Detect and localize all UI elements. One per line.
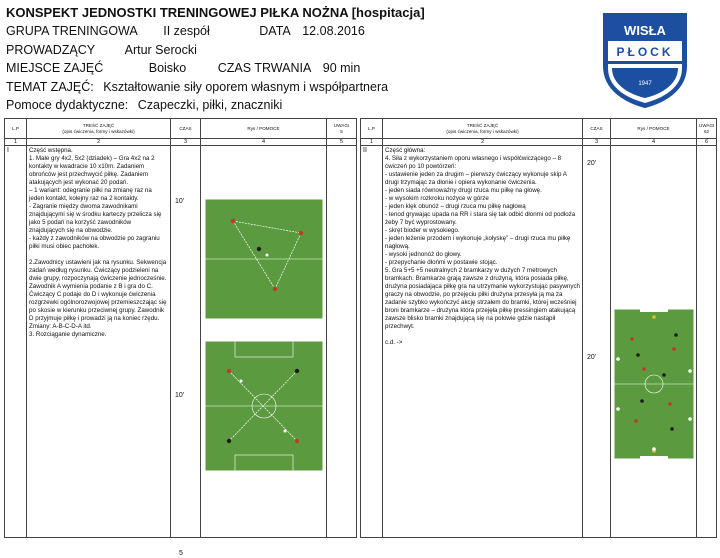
coach-row bbox=[6, 41, 596, 59]
col-time: CZAS bbox=[583, 119, 611, 139]
place-label: MIEJSCE ZAJĘĆ bbox=[6, 61, 104, 76]
notes-cell bbox=[697, 146, 717, 538]
group-label: GRUPA TRENINGOWA bbox=[6, 24, 138, 39]
num-5: 6 bbox=[697, 139, 717, 146]
drawings-cell bbox=[611, 146, 697, 538]
col-aids: Rys / POMOCE bbox=[611, 119, 697, 139]
coach-value: Artur Serocki bbox=[124, 42, 197, 57]
coach-label: PROWADZĄCY bbox=[6, 42, 96, 57]
col-notes: UWAGI 5 bbox=[327, 119, 357, 139]
svg-text:PŁOCK: PŁOCK bbox=[616, 45, 674, 59]
col-lp: L.P bbox=[361, 119, 383, 139]
place-value: Boisko bbox=[148, 61, 187, 76]
duration-label: CZAS TRWANIA bbox=[217, 61, 312, 76]
time-1: 20' bbox=[587, 160, 597, 167]
num-1: 1 bbox=[5, 139, 27, 146]
row-number: II bbox=[361, 146, 383, 538]
num-4: 4 bbox=[201, 139, 327, 146]
col-notes: UWAGI 62 bbox=[697, 119, 717, 139]
topic-value: Kształtowanie siły oporem własnym i współpartnera bbox=[103, 79, 389, 94]
document-title: KONSPEKT JEDNOSTKI TRENINGOWEJ PIŁKA NOŻNA [hospitacja] bbox=[6, 5, 425, 20]
header bbox=[6, 4, 596, 114]
aids-label: Pomoce dydaktyczne: bbox=[6, 98, 129, 113]
drill-diagram-2 bbox=[205, 341, 323, 471]
drawings-cell bbox=[201, 146, 327, 538]
header-row bbox=[5, 119, 357, 139]
date-value: 12.08.2016 bbox=[302, 24, 365, 39]
col-aids: Rys / POMOCE bbox=[201, 119, 327, 139]
num-3: 3 bbox=[171, 139, 201, 146]
exercise-description: Część główna: 4. Siła z wykorzystaniem oporu własnego i współćwiczącego – 8 ćwiczeń po 10 powtórzeń: - ustawienie jeden za drugim – pierwszy ćwiczący wykonuje skip A drugi trzymając za dłonie i opiera wykonanie ćwiczenia. - jeden siada równoważny drugi rzuca mu piłkę na głowę. - w wysokim rozkroku nożyce w górze - jeden klęk obunóż – drugi rzuca mu piłkę nagłową - tenod grywając upada na RR i stara się tak odbić dłonmi od podłoża żeby 7 być wyprostowany. - skręt bioder w wysokiego. - jeden leżenie przodem i wykonuje „kołyskę” – drugi rzuca mu piłkę nagłową. - wysoki jednonóż do głowy. - przepychanie dłońmi w postawie stojąc. 5. Gra 5+5 +5 neutralnych 2 bramkarzy w dużych 7 metrowych bramkach. Bramkarze grają zawsze z drużyną, która posiada piłkę, drużyna posiadająca piłkę gra na utrzymanie wykorzystując pasywnych graczy na obwodzie, po przejęciu piłki drużyna przesyła ją ma za zadanie szybko wykończyć akcję strzałem do bramki, której wcześniej broni bramkarze – drużyna która przejęła piłkę pressingiem atakującą zawsze blisko bramki znajdującą się na polowie gdzie nastąpił przechwyt. c.d. -> bbox=[383, 146, 583, 538]
num-3: 3 bbox=[583, 139, 611, 146]
aids-row bbox=[6, 96, 596, 114]
time-2: 20' bbox=[587, 354, 597, 361]
content-row bbox=[5, 146, 357, 538]
group-row bbox=[6, 22, 596, 40]
date-label: DATA bbox=[259, 24, 291, 39]
col-lp: L.P bbox=[5, 119, 27, 139]
num-2: 2 bbox=[27, 139, 171, 146]
num-5: 5 bbox=[327, 139, 357, 146]
page-mark: 5 bbox=[179, 550, 183, 557]
col-time: CZAS bbox=[171, 119, 201, 139]
drill-diagram-1 bbox=[205, 199, 323, 319]
num-1: 1 bbox=[361, 139, 383, 146]
aids-value: Czapeczki, piłki, znaczniki bbox=[137, 98, 283, 113]
topic-row bbox=[6, 78, 596, 96]
plan-table-right bbox=[360, 118, 717, 538]
topic-label: TEMAT ZAJĘĆ: bbox=[6, 79, 94, 94]
num-4: 4 bbox=[611, 139, 697, 146]
notes-cell bbox=[327, 146, 357, 538]
time-cell bbox=[171, 146, 201, 557]
col-content: TREŚĆ ZAJĘĆ (opis ćwiczenia, formy i wskazówki) bbox=[27, 119, 171, 139]
place-row bbox=[6, 59, 596, 77]
svg-text:WISŁA: WISŁA bbox=[624, 23, 666, 38]
exercise-description: Część wstępna. 1. Małe gry 4x2, 5x2 (dziadek) – Gra 4x2 na 2 kontakty w kwadracie 10 x10m. Zadaniem obrońców jest przechwycić piłkę. Zadaniem atakujących jest wykonać 20 podań. – 1 wariant: odegranie piłki na zmianę raz na jeden kontakt, kolejny raz na 2 kontakty. - Zagranie między dwoma zawodnikami znajdującymi się w środku karteczy przelicza się jako 5 podań na korzyść zawodników znajdujących się na obwodzie. - każdy z zawodników na obwodzie po zagraniu piłki musi obiec pachołek. 2.Zawodnicy ustawieni jak na rysunku. Sekwencja zadań według rysunku. Ćwiczący podzieleni na dwie grupy, rozpoczynają ćwiczenie jednocześnie. Zawodnik A wymienia podanie z B i gra do C. Ćwiczący C podaje do D i wykonuje ćwiczenia rozgrzewki ogólnorozwojowej przemieszczając się po skosie w kierunku przeciwnej grupy. Zawodnik D przyjmuje piłkę i prowadzi ją na koniec rzędu. Zmiany: A-B-C-D-A itd. 3. Rozciąganie dynamiczne. bbox=[27, 146, 171, 538]
header-row bbox=[361, 119, 717, 139]
content-row bbox=[361, 146, 717, 538]
svg-text:1947: 1947 bbox=[638, 81, 652, 87]
time-cell bbox=[583, 146, 611, 538]
wisla-plock-logo bbox=[598, 8, 692, 108]
number-row bbox=[361, 139, 717, 146]
game-field-diagram bbox=[614, 309, 694, 459]
col-content: TREŚĆ ZAJĘĆ (opis ćwiczenia, formy i wskazówki) bbox=[383, 119, 583, 139]
time-2: 10' bbox=[175, 392, 185, 399]
group-value: II zespół bbox=[163, 24, 210, 39]
plan-table-left bbox=[4, 118, 357, 557]
time-1: 10' bbox=[175, 198, 185, 205]
row-number: I bbox=[5, 146, 27, 538]
duration-value: 90 min bbox=[322, 61, 361, 76]
number-row bbox=[5, 139, 357, 146]
num-2: 2 bbox=[383, 139, 583, 146]
